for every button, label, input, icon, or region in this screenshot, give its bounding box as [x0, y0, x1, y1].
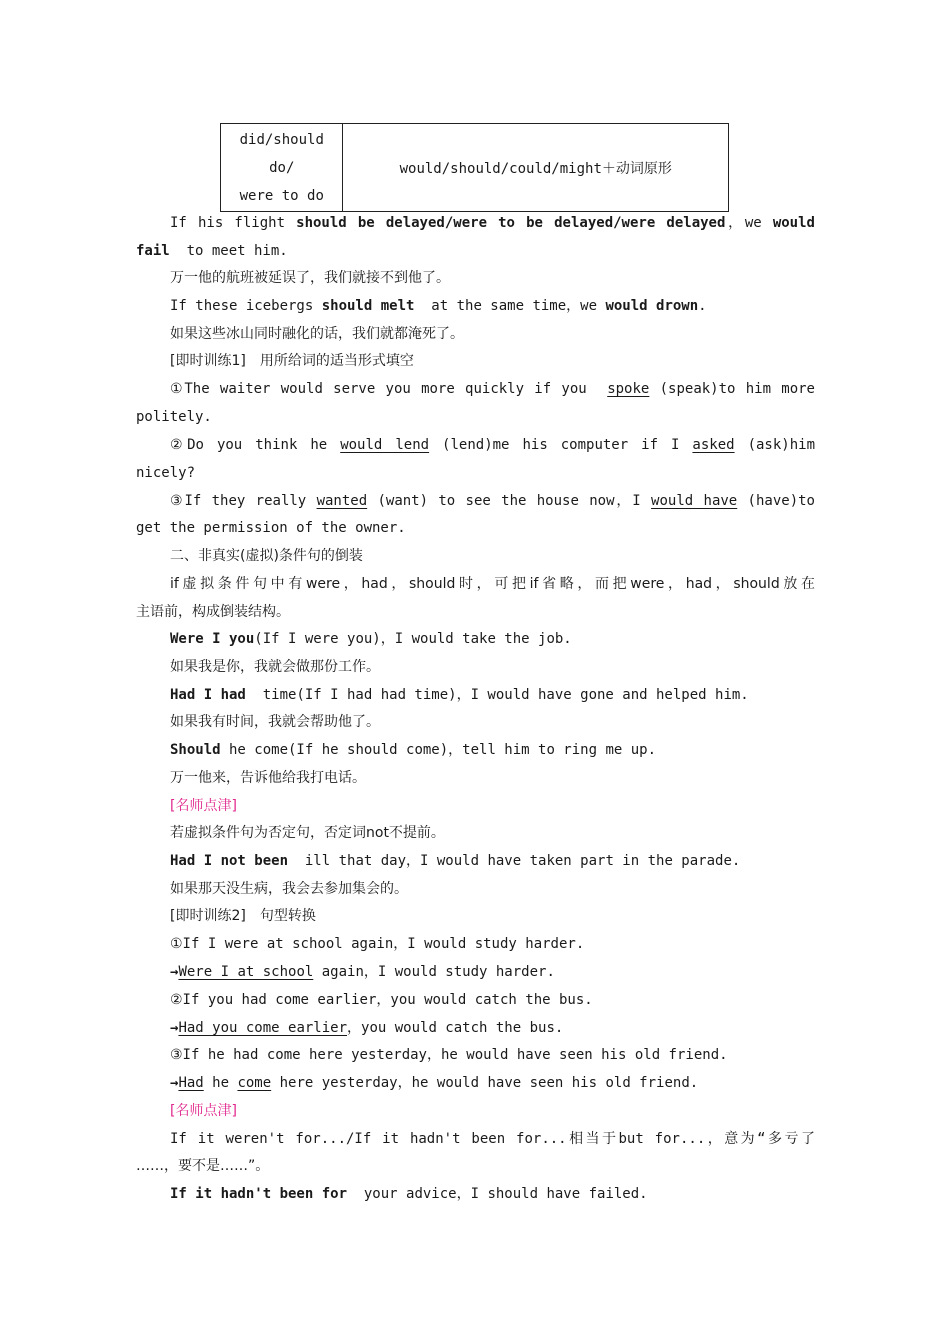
answer: would lend — [340, 437, 430, 453]
practice-2-q1: ①If I were at school again，I would study harder. — [170, 936, 585, 952]
bold-phrase: Should — [170, 742, 221, 758]
practice-2-header: [即时训练2] 句型转换 — [170, 908, 316, 924]
text: again，I would study harder. — [313, 964, 555, 980]
answer: spoke — [607, 381, 650, 397]
text: ②Do you think he — [170, 437, 341, 453]
section-2-rule-line-2: 主语前，构成倒装结构。 — [136, 604, 290, 620]
teacher-note-2-example — [170, 1184, 648, 1204]
text: (want) to see the house now，I — [367, 493, 652, 509]
text: (lend)me his computer if I — [429, 437, 693, 453]
text: If his flight — [170, 215, 297, 231]
text: at the same time，we — [414, 298, 606, 314]
section-2-heading: 二、非真实(虚拟)条件句的倒装 — [170, 548, 363, 564]
answer: wanted — [316, 493, 368, 509]
practice-2-q3-answer — [170, 1073, 698, 1093]
teacher-note-label: [名师点津] — [170, 798, 237, 814]
bold-phrase: would — [772, 215, 815, 231]
text: your advice，I should have failed. — [347, 1186, 648, 1202]
example-2-translation: 如果这些冰山同时融化的话，我们就都淹死了。 — [170, 326, 464, 342]
example-1-translation: 万一他的航班被延误了，我们就接不到他了。 — [170, 270, 450, 286]
text: ，we — [725, 215, 773, 231]
text: (speak)to him more — [649, 381, 815, 397]
arrow-icon: → — [170, 964, 179, 980]
practice-1-q2 — [170, 435, 815, 455]
section-2-rule-line-1: if虚拟条件句中有were，had，should时，可把if省略，而把were，had，should放在 — [170, 576, 815, 592]
practice-1-q1-cont: politely. — [136, 409, 212, 425]
teacher-note-text: 若虚拟条件句为否定句，否定词not不提前。 — [170, 825, 445, 841]
table-row — [221, 124, 729, 212]
practice-2-q1-answer — [170, 962, 555, 982]
text: time(If I had had time)，I would have gone and helped him. — [245, 687, 749, 703]
teacher-note-2-label: [名师点津] — [170, 1103, 237, 1119]
bold-phrase: If it hadn't been for — [170, 1186, 348, 1202]
text: ③If they really — [170, 493, 317, 509]
inversion-example-3-translation: 万一他来，告诉他给我打电话。 — [170, 770, 366, 786]
bold-phrase: Had I had — [170, 687, 246, 703]
text: he — [203, 1075, 238, 1091]
text: ill that day，I would have taken part in the parade. — [288, 853, 741, 869]
text: here yesterday，he would have seen his old friend. — [271, 1075, 699, 1091]
teacher-note-2-line-1: If it weren't for.../If it hadn't been for...相当于but for...，意为“多亏了 — [170, 1131, 815, 1147]
text: (If I were you)，I would take the job. — [254, 631, 572, 647]
example-1-line-2 — [136, 241, 288, 261]
inversion-example-2-translation: 如果我有时间，我就会帮助他了。 — [170, 714, 380, 730]
answer: would have — [651, 493, 738, 509]
teacher-note-example — [170, 851, 740, 871]
text: If these icebergs — [170, 298, 322, 314]
bold-phrase: should be delayed/were to be delayed/were delayed — [296, 215, 726, 231]
text: to meet him. — [169, 243, 288, 259]
inversion-example-1 — [170, 629, 572, 649]
answer: asked — [692, 437, 735, 453]
arrow-icon: → — [170, 1075, 179, 1091]
grammar-table — [220, 123, 729, 212]
practice-1-q2-cont: nicely? — [136, 465, 196, 481]
inversion-example-1-translation: 如果我是你，我就会做那份工作。 — [170, 659, 380, 675]
table-cell-line: did/should — [239, 131, 324, 148]
table-cell-line: do/ — [269, 159, 295, 176]
answer: Had you come earlier — [178, 1020, 348, 1036]
text: . — [698, 298, 707, 314]
arrow-icon: → — [170, 1020, 179, 1036]
practice-1-header: [即时训练1] 用所给词的适当形式填空 — [170, 353, 414, 369]
bold-phrase: should melt — [321, 298, 415, 314]
text: (have)to — [737, 493, 815, 509]
practice-1-q1 — [170, 379, 815, 399]
bold-phrase: Were I you — [170, 631, 255, 647]
example-2 — [170, 296, 707, 316]
practice-1-q3 — [170, 491, 815, 511]
bold-phrase: Had I not been — [170, 853, 289, 869]
practice-1-q3-cont: get the permission of the owner. — [136, 520, 406, 536]
answer: Had — [178, 1075, 204, 1091]
inversion-example-2 — [170, 685, 749, 705]
answer: come — [237, 1075, 272, 1091]
practice-2-q2-answer — [170, 1018, 563, 1038]
text: he come(If he should come)，tell him to ring me up. — [220, 742, 657, 758]
table-cell-main-clause: would/should/could/might＋动词原形 — [343, 124, 729, 212]
bold-phrase: fail — [136, 243, 170, 259]
text: (ask)him — [734, 437, 815, 453]
bold-phrase: would drown — [605, 298, 699, 314]
teacher-note-translation: 如果那天没生病，我会去参加集会的。 — [170, 881, 408, 897]
answer: Were I at school — [178, 964, 314, 980]
table-cell-line: were to do — [239, 187, 324, 204]
practice-2-q2: ②If you had come earlier，you would catch the bus. — [170, 992, 593, 1008]
table-cell-verb-forms — [221, 124, 343, 212]
text: ，you would catch the bus. — [347, 1020, 564, 1036]
teacher-note-2-line-2: ……，要不是……”。 — [136, 1158, 270, 1174]
example-1-line-1 — [170, 213, 815, 233]
inversion-example-3 — [170, 740, 656, 760]
text: ①The waiter would serve you more quickly if you — [170, 381, 608, 397]
practice-2-q3: ③If he had come here yesterday，he would have seen his old friend. — [170, 1047, 728, 1063]
